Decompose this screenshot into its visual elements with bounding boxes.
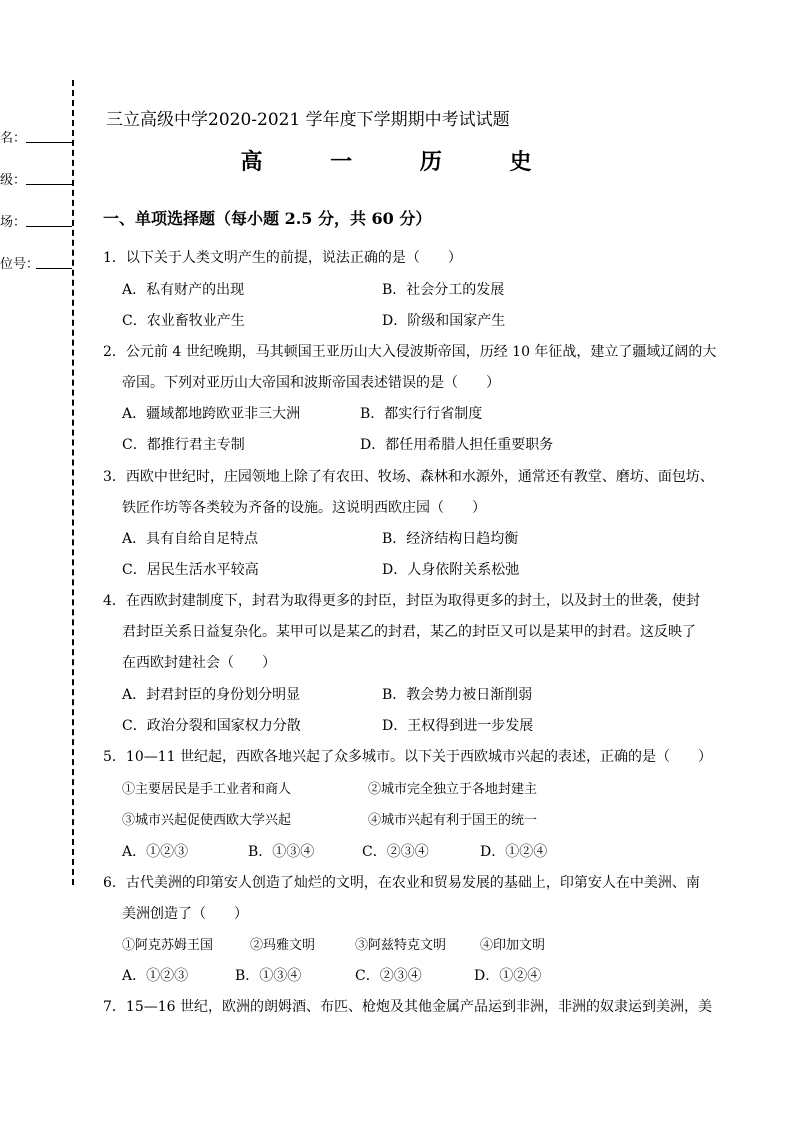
question-1-stem: 1．以下关于人类文明产生的前提，说法正确的是（ ） (103, 250, 462, 266)
question-4-stem-cont: 君封臣关系日益复杂化。某甲可以是某乙的封君，某乙的封臣又可以是某甲的封君。这反映了 (122, 624, 696, 640)
question-4-option-a[interactable]: A．封君封臣的身份划分明显 (122, 687, 301, 703)
question-2-option-d[interactable]: D．都任用希腊人担任重要职务 (360, 437, 554, 453)
question-5-option-d[interactable]: D．①②④ (480, 844, 548, 860)
question-6-option-d[interactable]: D．①②④ (474, 968, 542, 984)
question-4-option-b[interactable]: B．教会势力被日渐削弱 (382, 687, 533, 703)
question-5-item-1: ①主要居民是手工业者和商人 (122, 782, 292, 797)
question-6-stem-cont: 美洲创造了（ ） (122, 906, 248, 922)
question-5-item-4: ④城市兴起有利于国王的统一 (368, 813, 538, 828)
question-1-option-c[interactable]: C．农业畜牧业产生 (122, 313, 245, 329)
question-3-option-b[interactable]: B．经济结构日趋均衡 (382, 531, 519, 547)
seat-number-field-line (36, 268, 72, 269)
question-5-item-3: ③城市兴起促使西欧大学兴起 (122, 813, 292, 828)
name-field-line (26, 142, 72, 143)
question-4-option-d[interactable]: D．王权得到进一步发展 (382, 718, 534, 734)
question-6-item-1: ①阿克苏姆王国 (122, 938, 214, 953)
question-2-stem-cont: 帝国。下列对亚历山大帝国和波斯帝国表述错误的是（ ） (122, 375, 500, 391)
class-field-line (26, 184, 72, 185)
binding-dashed-line (72, 80, 74, 885)
question-7-stem: 7．15—16 世纪，欧洲的朗姆酒、布匹、枪炮及其他金属产品运到非洲，非洲的奴隶运到美洲，美 (103, 999, 712, 1015)
question-2-option-c[interactable]: C．都推行君主专制 (122, 437, 245, 453)
question-4-stem: 4．在西欧封建制度下，封君为取得更多的封臣，封臣为取得更多的封土，以及封土的世袭，使封 (103, 593, 700, 609)
question-1-option-b[interactable]: B．社会分工的发展 (382, 282, 505, 298)
question-6-item-3: ③阿兹特克文明 (355, 938, 447, 953)
exam-room-field-label: 场： (0, 211, 26, 230)
section-heading: 一、单项选择题（每小题 2.5 分，共 60 分） (103, 209, 432, 228)
question-5-option-c[interactable]: C．②③④ (362, 844, 429, 860)
question-3-option-a[interactable]: A．具有自给自足特点 (122, 531, 259, 547)
question-6-option-c[interactable]: C．②③④ (355, 968, 422, 984)
question-6-item-4: ④印加文明 (480, 938, 546, 953)
question-4-stem-cont-2: 在西欧封建社会（ ） (122, 655, 276, 671)
question-4-option-c[interactable]: C．政治分裂和国家权力分散 (122, 718, 301, 734)
class-field-label: 级： (0, 169, 26, 188)
question-5-option-b[interactable]: B．①③④ (248, 844, 315, 860)
exam-room-field-line (26, 226, 72, 227)
question-3-stem-cont: 铁匠作坊等各类较为齐备的设施。这说明西欧庄园（ ） (122, 500, 486, 516)
name-field-label: 名： (0, 127, 26, 146)
question-2-option-a[interactable]: A．疆域都地跨欧亚非三大洲 (122, 406, 301, 422)
question-6-option-b[interactable]: B．①③④ (235, 968, 302, 984)
question-6-item-2: ②玛雅文明 (250, 938, 316, 953)
question-6-stem: 6．古代美洲的印第安人创造了灿烂的文明，在农业和贸易发展的基础上，印第安人在中美洲、南 (103, 875, 700, 891)
question-1-option-a[interactable]: A．私有财产的出现 (122, 282, 245, 298)
question-3-option-d[interactable]: D．人身依附关系松弛 (382, 562, 520, 578)
question-6-option-a[interactable]: A．①②③ (122, 968, 189, 984)
school-exam-title: 三立高级中学2020-2021 学年度下学期期中考试试题 (106, 110, 510, 130)
subject-title: 高 一 历 史 (240, 149, 562, 175)
question-3-stem: 3．西欧中世纪时，庄园领地上除了有农田、牧场、森林和水源外，通常还有教堂、磨坊、面包坊、 (103, 469, 714, 485)
question-5-item-2: ②城市完全独立于各地封建主 (368, 782, 538, 797)
seat-number-field-label: 位号： (0, 253, 39, 272)
question-5-option-a[interactable]: A．①②③ (122, 844, 189, 860)
question-1-option-d[interactable]: D．阶级和国家产生 (382, 313, 506, 329)
question-2-stem: 2．公元前 4 世纪晚期，马其顿国王亚历山大入侵波斯帝国，历经 10 年征战，建立了疆域辽阔的大 (103, 344, 717, 360)
question-2-option-b[interactable]: B．都实行行省制度 (360, 406, 483, 422)
question-5-stem: 5．10—11 世纪起，西欧各地兴起了众多城市。以下关于西欧城市兴起的表述，正确的是（ ） (103, 749, 712, 765)
question-3-option-c[interactable]: C．居民生活水平较高 (122, 562, 259, 578)
